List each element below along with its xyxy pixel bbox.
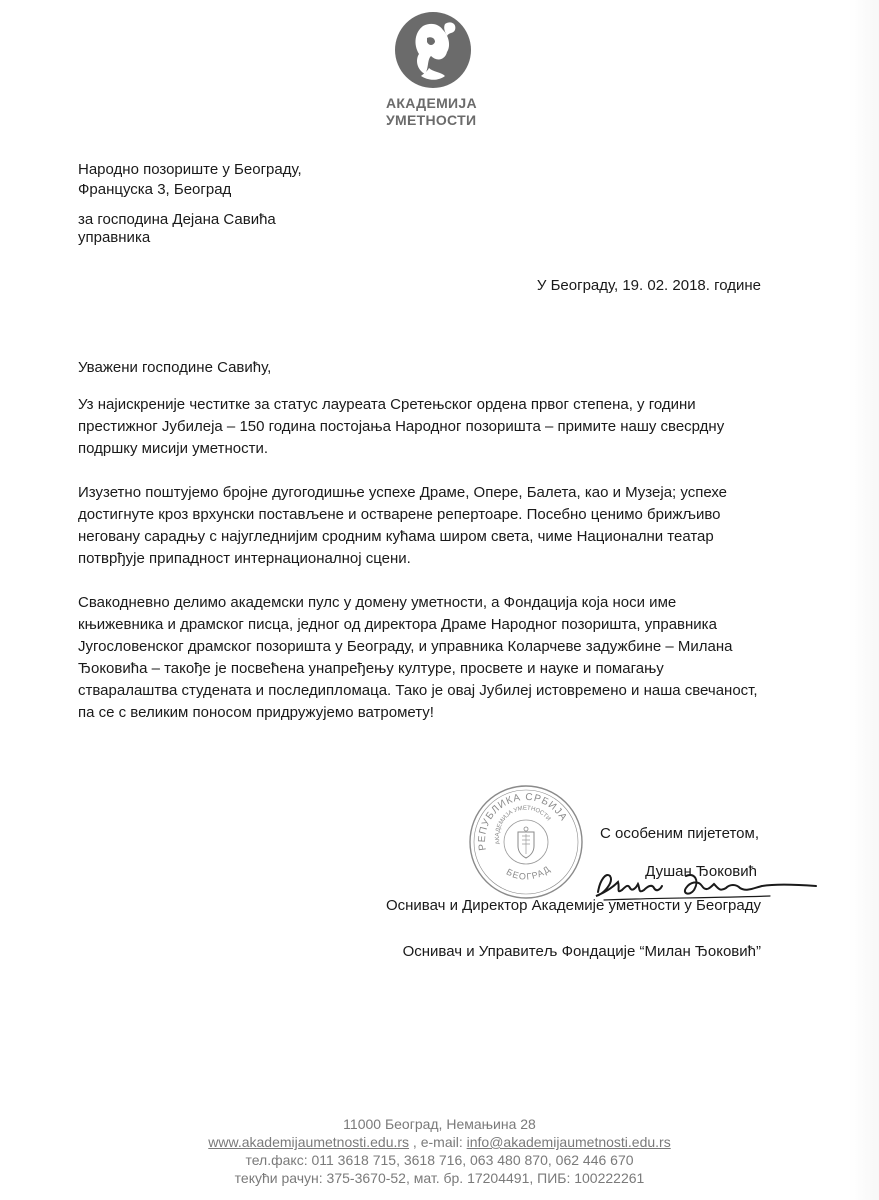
footer-email-label: , e-mail: [409,1134,467,1150]
paragraph-line: стваралаштва студената и последипломаца. Тако је овај Јубилеј истовремено и наша свечаност, [78,682,758,699]
stamp-inner-text: АКАДЕМИЈА УМЕТНОСТИ [494,805,552,845]
footer-phones: тел.факс: 011 3618 715, 3618 716, 063 480 870, 062 446 670 [245,1152,634,1168]
paragraph-line: Изузетно поштујемо бројне дугогодишње успехе Драме, Опере, Балета, као и Музеја; успехе [78,484,728,501]
paragraph-line: Југословенског драмског позоришта у Београду, и управника Коларчеве задужбине – Милана [78,638,733,655]
paragraph-line: Уз најискреније честитке за статус лауреата Сретењског ордена првог степена, у години [78,396,696,413]
footer-account: текући рачун: 375-3670-52, мат. бр. 17204491, ПИБ: 100222261 [234,1170,645,1186]
akademija-logo-icon [393,10,473,90]
paragraph-line: подршку мисији уметности. [78,440,269,457]
svg-text:РЕПУБЛИКА СРБИЈА [477,792,569,851]
footer-website-link[interactable]: www.akademijaumetnosti.edu.rs [208,1134,410,1150]
paragraph-line: књижевника и драмског писца, једног од директора Драме Народног позоришта, управника [78,616,717,633]
coat-of-arms-icon [518,827,534,858]
closing-regards: С особеним пијететом, [599,825,759,842]
footer-address: 11000 Београд, Немањина 28 [343,1116,536,1132]
org-name-line1: АКАДЕМИЈА [386,95,477,111]
paragraph-line: па се с великим поносом придружујемо ватромету! [78,704,434,721]
signatory-title-2: Оснивач и Управитељ Фондације “Милан Ђоковић” [402,943,761,960]
paragraph-line: Ђоковића – такође је посвећена унапређењу културе, просвете и науке и помагању [78,660,664,677]
salutation: Уважени господине Савићу, [78,359,272,376]
body-paragraph-1 [78,394,798,460]
signatory-name: Душан Ђоковић [645,863,757,880]
paragraph-line: Свакодневно делимо академски пулс у домену уметности, а Фондација која носи име [78,594,677,611]
footer-email-link[interactable]: info@akademijaumetnosti.edu.rs [466,1134,671,1150]
official-stamp [468,784,584,900]
signatory-title-1: Оснивач и Директор Академије уметности у Београду [385,897,761,914]
paragraph-line: достигнуте кроз врхунски постављене и остварене репертоаре. Посебно ценимо брижљиво [78,506,721,523]
paragraph-line: неговану сарадњу с најугледнијим сродним кућама широм света, чиме Национални театар [78,528,714,545]
letterhead-org-name [386,95,496,129]
body-paragraph-3 [78,592,798,724]
recipient-line2: Француска 3, Београд [78,181,232,198]
svg-text:БЕОГРАД [505,864,553,882]
org-name-line2: УМЕТНОСТИ [386,112,477,128]
paragraph-line: потврђује припадност интернационалној сцени. [78,550,411,567]
paragraph-line: престижног Јубилеја – 150 година постојања Народног позоришта – примите нашу свесрдну [78,418,725,435]
svg-text:АКАДЕМИЈА УМЕТНОСТИ [495,806,551,845]
recipient-line1: Народно позориште у Београду, [78,161,302,178]
recipient-line3: за господина Дејана Савића [78,211,276,228]
scan-shadow [849,0,879,1200]
recipient-line4: управника [78,229,151,246]
stamp-outer-text: РЕПУБЛИКА СРБИЈА [476,791,570,852]
letter-date: У Београду, 19. 02. 2018. године [536,277,761,294]
body-paragraph-2 [78,482,798,570]
footer-contacts [0,1134,879,1150]
stamp-bottom-text: БЕОГРАД [504,863,553,882]
